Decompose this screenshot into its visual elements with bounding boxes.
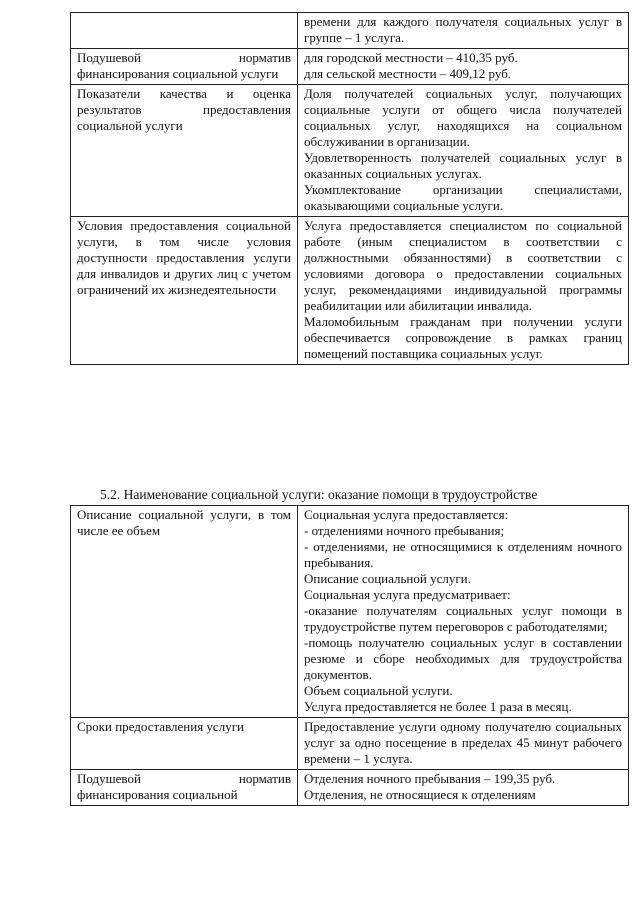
paragraph: для городской местности – 410,35 руб. bbox=[304, 50, 518, 65]
services-table-1 bbox=[70, 12, 629, 365]
table-row bbox=[71, 217, 629, 365]
paragraph: Предоставление услуги одному получателю социальных услуг за одно посещение в пределах 45 минут рабочего времени – 1 услуга. bbox=[304, 719, 622, 766]
row-content bbox=[298, 49, 629, 85]
paragraph: Отделения, не относящиеся к отделениям bbox=[304, 787, 536, 802]
paragraph: для сельской местности – 409,12 руб. bbox=[304, 66, 512, 81]
table-row bbox=[71, 506, 629, 718]
table-row bbox=[71, 718, 629, 770]
row-label: Подушевой норматив финансирования социальной bbox=[71, 770, 298, 806]
paragraph: Услуга предоставляется не более 1 раза в месяц. bbox=[304, 699, 572, 714]
paragraph: Удовлетворенность получателей социальных услуг в оказанных социальных услугах. bbox=[304, 150, 622, 181]
paragraph: Объем социальной услуги. bbox=[304, 683, 453, 698]
row-label: Сроки предоставления услуги bbox=[71, 718, 298, 770]
paragraph: - отделениями, не относящимися к отделениям ночного пребывания. bbox=[304, 539, 622, 570]
paragraph: Услуга предоставляется специалистом по социальной работе (иным специалистом в соответствии с должностными обязанностями) в соответствии с условиями договора о предоставлении социальных услуг, рекомендациями индивидуальной программы реабилитации или абилитации инвалида. bbox=[304, 218, 622, 313]
paragraph: Маломобильным гражданам при получении услуги обеспечивается сопровождение в рамках границ помещений поставщика социальных услуг. bbox=[304, 314, 622, 361]
row-label: Показатели качества и оценка результатов предоставления социальной услуги bbox=[71, 85, 298, 217]
section-title: 5.2. Наименование социальной услуги: оказание помощи в трудоустройстве bbox=[100, 487, 538, 502]
row-content bbox=[298, 85, 629, 217]
services-table-2 bbox=[70, 505, 629, 806]
table-row bbox=[71, 770, 629, 806]
row-content bbox=[298, 506, 629, 718]
paragraph: Доля получателей социальных услуг, получающих социальные услуги от общего числа получателей социальных услуг, находящихся на социальном обслуживании в организации. bbox=[304, 86, 622, 149]
table-row bbox=[71, 49, 629, 85]
row-content bbox=[298, 718, 629, 770]
paragraph: Социальная услуга предусматривает: bbox=[304, 587, 511, 602]
table-row bbox=[71, 85, 629, 217]
paragraph: времени для каждого получателя социальных услуг в группе – 1 услуга. bbox=[304, 14, 622, 45]
row-content bbox=[298, 13, 629, 49]
paragraph: Укомплектование организации специалистами, оказывающими социальные услуги. bbox=[304, 182, 622, 213]
paragraph: - отделениями ночного пребывания; bbox=[304, 523, 505, 538]
row-content bbox=[298, 217, 629, 365]
paragraph: Социальная услуга предоставляется: bbox=[304, 507, 509, 522]
paragraph: -оказание получателям социальных услуг помощи в трудоустройстве путем переговоров с работодателями; bbox=[304, 603, 622, 634]
row-label: Подушевой норматив финансирования социальной услуги bbox=[71, 49, 298, 85]
paragraph: -помощь получателю социальных услуг в составлении резюме и сборе необходимых для трудоустройства документов. bbox=[304, 635, 622, 682]
table-row bbox=[71, 13, 629, 49]
row-label: Описание социальной услуги, в том числе ее объем bbox=[71, 506, 298, 718]
row-label bbox=[71, 13, 298, 49]
paragraph: Описание социальной услуги. bbox=[304, 571, 471, 586]
paragraph: Отделения ночного пребывания – 199,35 руб. bbox=[304, 771, 556, 786]
row-content bbox=[298, 770, 629, 806]
row-label: Условия предоставления социальной услуги, в том числе условия доступности предоставления услуги для инвалидов и других лиц с учетом ограничений их жизнедеятельности bbox=[71, 217, 298, 365]
